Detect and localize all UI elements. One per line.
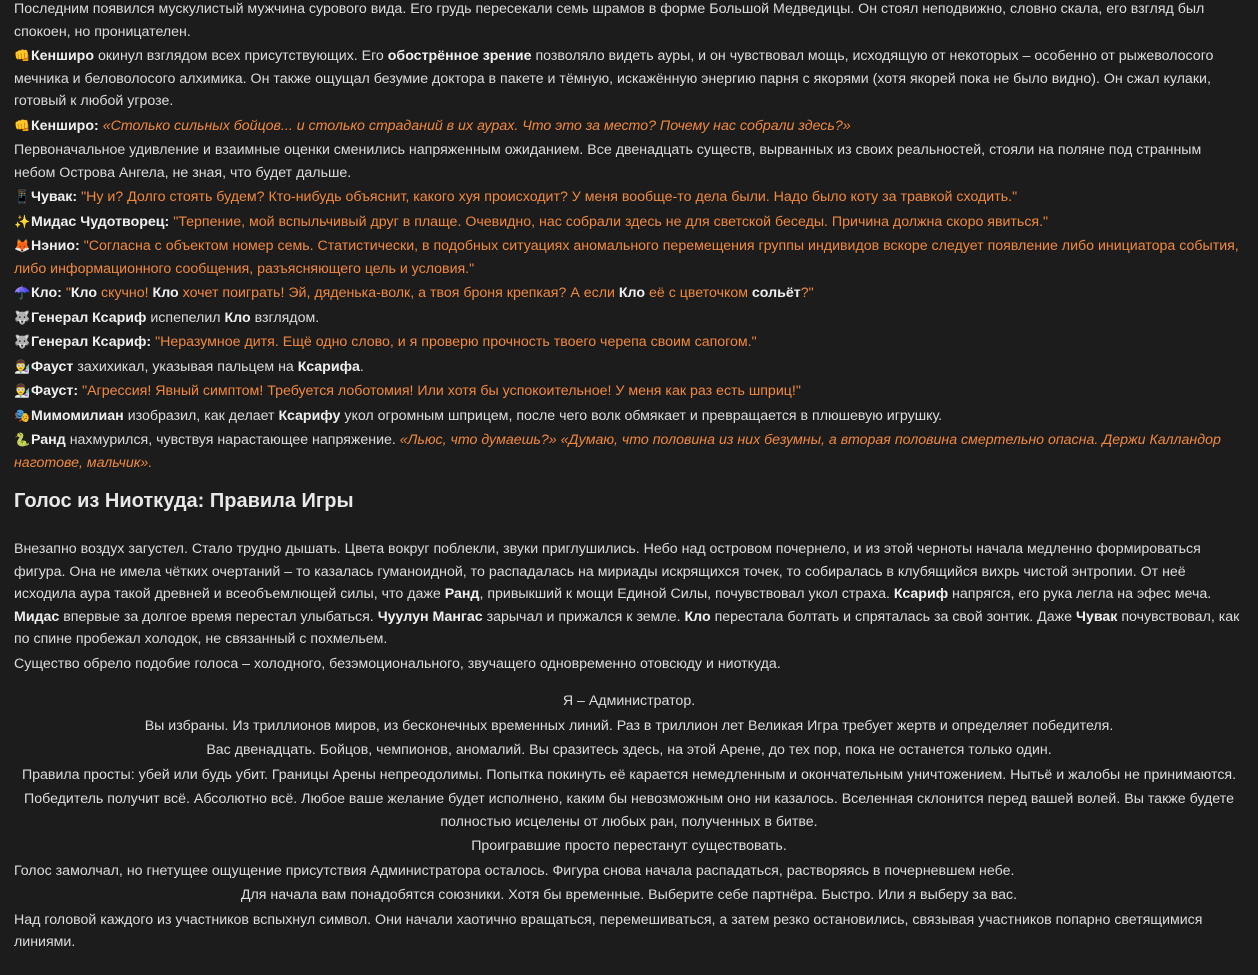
paragraph-mimomilian-action: 🎭Мимомилиан изобразил, как делает Ксарифу укол огромным шприцем, после чего волк обмякает и превращается в плюшевую игрушку. xyxy=(14,405,1244,428)
umbrella-icon: ☂️ xyxy=(14,285,31,300)
character-name: Генерал Ксариф xyxy=(31,309,147,326)
paragraph-rand-action: 🐍Ранд нахмурился, чувствуя нарастающее напряжение. «Льюс, что думаешь?» «Думаю, что половина из них безумны, а вторая половина смертельно опасна. Держи Калландор наготове, мальчик». xyxy=(14,429,1244,474)
character-name: Кло: xyxy=(31,285,62,301)
admin-line: Победитель получит всё. Абсолютно всё. Любое ваше желание будет исполнено, каким бы невозможным оно ни казалось. Вселенная склонится перед вашей волей. Вы также будете полностью исцелены от любых ран, полученных в битве. xyxy=(24,791,1234,830)
admin-line: Проигравшие просто перестанут существовать. xyxy=(471,838,787,854)
admin-line: Я – Администратор. xyxy=(562,693,696,709)
mask-icon: 🎭 xyxy=(14,407,31,423)
paragraph-waiting: Первоначальное удивление и взаимные оценки сменились напряженным ожиданием. Все двенадцать существ, вырванных из своих реальностей, стояли на поляне под странным небом Острова Ангела, не зная, что будет дальше. xyxy=(14,142,1202,181)
paragraph-voice-arrives: Внезапно воздух загустел. Стало трудно дышать. Цвета вокруг поблекли, звуки приглушились. Небо над островом почернело, и из этой черноты начала медленно формироваться фигура. Она не имела чётких очертаний – то казалась гуманоидной, то распадалась на мириады искрящихся точек, то собиралась в клубящийся вихрь чистой энтропии. От неё исходила аура такой древней и всеобъемлющей силы, что даже Ранд, привыкший к мощи Единой Силы, почувствовал укол страха. Ксариф напрягся, его рука легла на эфес меча. Мидас впервые за долгое время перестал улыбаться. Чуулун Мангас зарычал и прижался к земле. Кло перестала болтать и спряталась за свой зонтик. Даже Чувак почувствовал, как по спине пробежал холодок, не связанный с похмельем. xyxy=(14,541,1240,647)
quote: "Агрессия! Явный симптом! Требуется лоботомия! Или хотя бы успокоительное! У меня как раз есть шприц!" xyxy=(82,383,801,399)
wolf-icon: 🐺 xyxy=(14,309,31,325)
line-midas xyxy=(14,211,1244,234)
scientist-icon: 👨‍🔬 xyxy=(14,358,31,374)
line-nenio xyxy=(14,235,1244,280)
paragraph-kenshiro-action: 👊Кенширо окинул взглядом всех присутствующих. Его обострённое зрение позволяло видеть ауры, и он чувствовал мощь, исходящую от некоторых – особенно от рыжеволосого мечника и беловолосого алхимика. Он также ощущал безумие доктора в пакете и тёмную, искажённую энергию парня с якорями (хотя якорей пока не было видно). Он сжал кулаки, готовый к любой угрозе. xyxy=(14,45,1244,113)
character-name: Кенширо xyxy=(31,48,94,64)
character-name: Чувак: xyxy=(31,189,78,205)
quote: "Согласна с объектом номер семь. Статистически, в подобных ситуациях аномального перемещения группы индивидов вскоре следует появление либо инициатора события, либо информационного сообщения, разъясняющего цель и условия." xyxy=(14,238,1239,277)
character-name: Фауст: xyxy=(31,383,79,399)
fist-icon: 👊 xyxy=(14,117,31,133)
character-name: Генерал Ксариф: xyxy=(31,334,152,350)
line-chuvak xyxy=(14,186,1244,209)
paragraph-xarif-action: 🐺Генерал Ксариф испепелил Кло взглядом. xyxy=(14,307,1244,330)
line-xarif xyxy=(14,331,1244,354)
paragraph-voice: Существо обрело подобие голоса – холодного, безэмоционального, звучащего одновременно отовсюду и ниоткуда. xyxy=(14,655,781,672)
admin-line: Для начала вам понадобятся союзники. Хотя бы временные. Выберите себе партнёра. Быстро. Или я выберу за вас. xyxy=(240,887,1018,903)
fox-icon: 🦊 xyxy=(14,238,31,253)
admin-line: Правила просты: убей или будь убит. Границы Арены непреодолимы. Попытка покинуть её карается немедленным и окончательным уничтожением. Нытьё и жалобы не принимаются. xyxy=(21,766,1237,783)
fist-icon: 👊 xyxy=(14,48,31,63)
character-name: Кенширо: xyxy=(31,117,99,134)
scientist-icon: 👨‍🔬 xyxy=(14,383,31,398)
phone-icon: 📱 xyxy=(14,189,31,204)
admin-line: Вас двенадцать. Бойцов, чемпионов, аномалий. Вы сразитесь здесь, на этой Арене, до тех пор, пока не останется только один. xyxy=(206,742,1052,758)
character-name: Мидас Чудотворец: xyxy=(31,213,170,230)
quote: «Льюс, что думаешь?» «Думаю, что половина из них безумны, а вторая половина смертельно опасна. Держи Калландор наготове, мальчик». xyxy=(14,432,1221,471)
paragraph-intro: Последним появился мускулистый мужчина сурового вида. Его грудь пересекали семь шрамов в форме Большой Медведицы. Он стоял неподвижно, словно скала, его взгляд был спокоен, но проницателен. xyxy=(14,1,1205,40)
character-name: Ранд xyxy=(31,432,66,448)
paragraph-faust-action: 👨‍🔬Фауст захихикал, указывая пальцем на Ксарифа. xyxy=(14,356,1244,379)
character-name: Мимомилиан xyxy=(31,407,124,424)
admin-line: Вы избраны. Из триллионов миров, из бесконечных временных линий. Раз в триллион лет Великая Игра требует жертв и определяет победителя. xyxy=(144,717,1114,734)
character-name: Нэнио: xyxy=(31,238,80,254)
quote: "Терпение, мой вспыльчивый друг в плаще. Очевидно, нас собрали здесь не для светской беседы. Причина должна скоро явиться." xyxy=(173,213,1049,230)
quote: "Ну и? Долго стоять будем? Кто-нибудь объяснит, какого хуя происходит? У меня вообще-то дела были. Надо было коту за травкой сходить." xyxy=(81,189,1018,205)
snake-icon: 🐍 xyxy=(14,432,31,447)
paragraph-voice-silent: Голос замолчал, но гнетущее ощущение присутствия Администратора осталось. Фигура снова начала распадаться, растворяясь в почерневшем небе. xyxy=(14,862,1015,879)
line-kenshiro xyxy=(14,115,1244,138)
line-faust xyxy=(14,380,1244,403)
section-heading: Голос из Ниоткуда: Правила Игры xyxy=(14,490,354,512)
quote: "Кло скучно! Кло хочет поиграть! Эй, дяденька-волк, а твоя броня крепкая? А если Кло её с цветочком сольёт?" xyxy=(65,285,814,301)
line-klo xyxy=(14,282,1244,305)
quote: «Столько сильных бойцов... и столько страданий в их аурах. Что это за место? Почему нас собрали здесь?» xyxy=(102,117,851,134)
character-name: Фауст xyxy=(31,358,74,375)
quote: "Неразумное дитя. Ещё одно слово, и я проверю прочность твоего черепа своим сапогом." xyxy=(155,334,757,350)
paragraph-symbols: Над головой каждого из участников вспыхнул символ. Они начали хаотично вращаться, перемешиваться, а затем резко остановились, связывая участников попарно светящимися линиями. xyxy=(14,911,1203,950)
wolf-icon: 🐺 xyxy=(14,334,31,349)
sparkle-icon: ✨ xyxy=(14,213,31,229)
